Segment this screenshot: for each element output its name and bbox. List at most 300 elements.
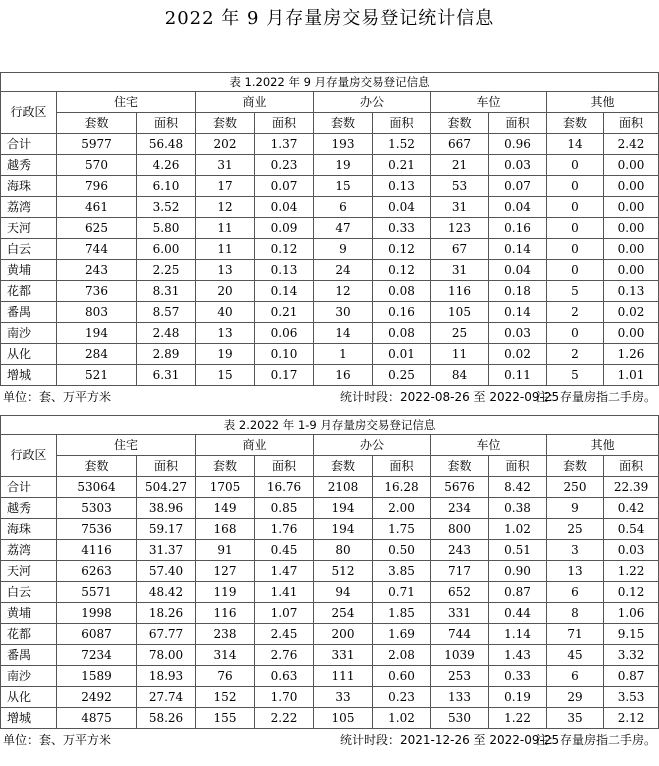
area-cell: 67.77: [137, 624, 196, 645]
table-row: [1, 645, 659, 666]
table1-caption: 表 1.2022 年 9 月存量房交易登记信息: [1, 73, 659, 92]
area-cell: 0.00: [604, 176, 659, 197]
count-cell: 667: [431, 134, 489, 155]
area-cell: 1.85: [373, 603, 431, 624]
district-header: 行政区: [1, 435, 57, 477]
count-cell: 6: [547, 582, 604, 603]
count-cell: 7536: [57, 519, 137, 540]
period-note: 统计时段：2022-08-26 至 2022-09-25: [340, 390, 560, 404]
area-cell: 0.12: [373, 260, 431, 281]
count-cell: 253: [431, 666, 489, 687]
count-cell: 12: [314, 281, 373, 302]
table-row: [1, 708, 659, 729]
area-cell: 0.03: [489, 323, 547, 344]
area-cell: 78.00: [137, 645, 196, 666]
area-cell: 0.63: [255, 666, 314, 687]
count-cell: 35: [547, 708, 604, 729]
area-cell: 48.42: [137, 582, 196, 603]
unit-note: 单位：套、万平方米: [3, 733, 112, 747]
count-cell: 193: [314, 134, 373, 155]
count-cell: 12: [196, 197, 255, 218]
table1: [0, 72, 659, 386]
table-row: [1, 239, 659, 260]
count-cell: 31: [431, 197, 489, 218]
area-cell: 504.27: [137, 477, 196, 498]
count-cell: 53064: [57, 477, 137, 498]
district-name: 从化: [1, 344, 57, 365]
area-cell: 0.90: [489, 561, 547, 582]
count-cell: 8: [547, 603, 604, 624]
area-cell: 0.16: [373, 302, 431, 323]
area-cell: 0.54: [604, 519, 659, 540]
area-cell: 2.12: [604, 708, 659, 729]
area-cell: 38.96: [137, 498, 196, 519]
district-name: 海珠: [1, 519, 57, 540]
district-name: 番禺: [1, 645, 57, 666]
area-cell: 0.33: [489, 666, 547, 687]
count-cell: 254: [314, 603, 373, 624]
area-cell: 0.08: [373, 281, 431, 302]
count-cell: 243: [431, 540, 489, 561]
count-cell: 45: [547, 645, 604, 666]
count-cell: 0: [547, 239, 604, 260]
count-cell: 2: [547, 344, 604, 365]
area-cell: 0.87: [489, 582, 547, 603]
area-cell: 16.28: [373, 477, 431, 498]
area-cell: 0.13: [604, 281, 659, 302]
area-cell: 1.41: [255, 582, 314, 603]
count-cell: 314: [196, 645, 255, 666]
table2: [0, 415, 659, 729]
area-cell: 0.96: [489, 134, 547, 155]
count-cell: 152: [196, 687, 255, 708]
count-cell: 40: [196, 302, 255, 323]
area-cell: 0.42: [604, 498, 659, 519]
count-cell: 0: [547, 260, 604, 281]
count-cell: 284: [57, 344, 137, 365]
area-cell: 1.76: [255, 519, 314, 540]
area-cell: 0.50: [373, 540, 431, 561]
group-header-parking: 车位: [431, 435, 547, 456]
area-cell: 2.08: [373, 645, 431, 666]
count-cell: 736: [57, 281, 137, 302]
count-cell: 530: [431, 708, 489, 729]
district-name: 花都: [1, 281, 57, 302]
count-header: 套数: [314, 456, 373, 477]
count-cell: 2: [547, 302, 604, 323]
area-cell: 0.51: [489, 540, 547, 561]
area-cell: 0.00: [604, 218, 659, 239]
area-cell: 0.33: [373, 218, 431, 239]
definition-note: 注：存量房指二手房。: [535, 390, 656, 404]
table-row: [1, 498, 659, 519]
area-cell: 0.12: [373, 239, 431, 260]
area-cell: 18.93: [137, 666, 196, 687]
count-cell: 6: [314, 197, 373, 218]
area-header: 面积: [137, 456, 196, 477]
area-cell: 8.42: [489, 477, 547, 498]
area-cell: 0.09: [255, 218, 314, 239]
area-cell: 0.44: [489, 603, 547, 624]
count-cell: 6263: [57, 561, 137, 582]
area-cell: 1.52: [373, 134, 431, 155]
table-row: [1, 582, 659, 603]
group-header-parking: 车位: [431, 92, 547, 113]
area-cell: 0.04: [373, 197, 431, 218]
count-cell: 105: [431, 302, 489, 323]
table-row: [1, 134, 659, 155]
area-cell: 0.12: [255, 239, 314, 260]
count-cell: 11: [196, 218, 255, 239]
area-cell: 2.42: [604, 134, 659, 155]
count-cell: 803: [57, 302, 137, 323]
count-cell: 53: [431, 176, 489, 197]
count-cell: 11: [196, 239, 255, 260]
count-cell: 13: [196, 323, 255, 344]
area-cell: 0.00: [604, 155, 659, 176]
count-cell: 30: [314, 302, 373, 323]
page-title: 2022 年 9 月存量房交易登记统计信息: [164, 8, 495, 29]
count-cell: 796: [57, 176, 137, 197]
count-cell: 5676: [431, 477, 489, 498]
count-cell: 0: [547, 197, 604, 218]
area-cell: 0.14: [489, 239, 547, 260]
count-cell: 194: [314, 519, 373, 540]
table-row: [1, 666, 659, 687]
count-cell: 21: [431, 155, 489, 176]
count-cell: 31: [196, 155, 255, 176]
area-cell: 0.85: [255, 498, 314, 519]
area-cell: 6.00: [137, 239, 196, 260]
district-name: 番禺: [1, 302, 57, 323]
area-cell: 59.17: [137, 519, 196, 540]
area-cell: 1.22: [604, 561, 659, 582]
area-header: 面积: [373, 456, 431, 477]
table-row: [1, 155, 659, 176]
area-cell: 0.10: [255, 344, 314, 365]
count-cell: 15: [196, 365, 255, 386]
area-cell: 57.40: [137, 561, 196, 582]
district-name: 黄埔: [1, 260, 57, 281]
area-cell: 0.14: [255, 281, 314, 302]
count-cell: 71: [547, 624, 604, 645]
count-cell: 133: [431, 687, 489, 708]
area-cell: 1.47: [255, 561, 314, 582]
area-header: 面积: [137, 113, 196, 134]
table-row: [1, 176, 659, 197]
count-cell: 521: [57, 365, 137, 386]
area-cell: 0.60: [373, 666, 431, 687]
count-cell: 13: [547, 561, 604, 582]
count-cell: 0: [547, 176, 604, 197]
area-cell: 2.45: [255, 624, 314, 645]
count-cell: 25: [547, 519, 604, 540]
count-cell: 0: [547, 155, 604, 176]
district-name: 南沙: [1, 666, 57, 687]
table-row: [1, 260, 659, 281]
count-header: 套数: [196, 113, 255, 134]
count-cell: 194: [57, 323, 137, 344]
count-cell: 5977: [57, 134, 137, 155]
count-cell: 1705: [196, 477, 255, 498]
count-cell: 17: [196, 176, 255, 197]
area-cell: 2.89: [137, 344, 196, 365]
area-cell: 5.80: [137, 218, 196, 239]
area-cell: 0.04: [489, 260, 547, 281]
count-cell: 331: [431, 603, 489, 624]
area-cell: 1.26: [604, 344, 659, 365]
table-row: [1, 365, 659, 386]
table-row: [1, 281, 659, 302]
area-cell: 0.16: [489, 218, 547, 239]
area-cell: 0.11: [489, 365, 547, 386]
area-cell: 0.71: [373, 582, 431, 603]
table-row: [1, 197, 659, 218]
group-header-office: 办公: [314, 92, 431, 113]
group-header-office: 办公: [314, 435, 431, 456]
count-cell: 19: [196, 344, 255, 365]
area-cell: 8.31: [137, 281, 196, 302]
area-header: 面积: [255, 456, 314, 477]
area-cell: 0.13: [373, 176, 431, 197]
count-header: 套数: [196, 456, 255, 477]
count-cell: 33: [314, 687, 373, 708]
area-cell: 1.75: [373, 519, 431, 540]
area-cell: 3.85: [373, 561, 431, 582]
area-cell: 6.31: [137, 365, 196, 386]
area-cell: 27.74: [137, 687, 196, 708]
count-header: 套数: [57, 113, 137, 134]
count-cell: 0: [547, 218, 604, 239]
area-cell: 0.12: [604, 582, 659, 603]
district-header: 行政区: [1, 92, 57, 134]
count-cell: 2492: [57, 687, 137, 708]
count-cell: 105: [314, 708, 373, 729]
area-cell: 0.01: [373, 344, 431, 365]
count-cell: 94: [314, 582, 373, 603]
count-cell: 111: [314, 666, 373, 687]
area-cell: 0.14: [489, 302, 547, 323]
group-header-other: 其他: [547, 435, 659, 456]
count-cell: 744: [431, 624, 489, 645]
count-cell: 512: [314, 561, 373, 582]
area-cell: 0.00: [604, 197, 659, 218]
count-cell: 16: [314, 365, 373, 386]
count-cell: 7234: [57, 645, 137, 666]
area-cell: 56.48: [137, 134, 196, 155]
area-cell: 2.76: [255, 645, 314, 666]
table-row: [1, 624, 659, 645]
count-cell: 200: [314, 624, 373, 645]
area-header: 面积: [489, 113, 547, 134]
area-header: 面积: [255, 113, 314, 134]
area-cell: 0.13: [255, 260, 314, 281]
count-cell: 1998: [57, 603, 137, 624]
group-header-residential: 住宅: [57, 435, 196, 456]
count-cell: 155: [196, 708, 255, 729]
area-cell: 1.14: [489, 624, 547, 645]
group-header-commercial: 商业: [196, 92, 314, 113]
area-header: 面积: [604, 456, 659, 477]
table1-footer: [0, 386, 659, 406]
area-cell: 18.26: [137, 603, 196, 624]
district-name: 增城: [1, 365, 57, 386]
area-header: 面积: [489, 456, 547, 477]
count-cell: 6: [547, 666, 604, 687]
area-cell: 0.19: [489, 687, 547, 708]
count-cell: 5303: [57, 498, 137, 519]
district-name: 黄埔: [1, 603, 57, 624]
district-name: 增城: [1, 708, 57, 729]
table1-block: [0, 72, 659, 406]
count-cell: 570: [57, 155, 137, 176]
count-cell: 15: [314, 176, 373, 197]
area-cell: 0.08: [373, 323, 431, 344]
count-cell: 47: [314, 218, 373, 239]
count-cell: 14: [547, 134, 604, 155]
district-name: 天河: [1, 218, 57, 239]
area-cell: 0.03: [604, 540, 659, 561]
count-cell: 234: [431, 498, 489, 519]
area-header: 面积: [373, 113, 431, 134]
count-cell: 13: [196, 260, 255, 281]
area-cell: 8.57: [137, 302, 196, 323]
count-cell: 9: [547, 498, 604, 519]
district-name: 越秀: [1, 155, 57, 176]
unit-note: 单位：套、万平方米: [3, 390, 112, 404]
district-name: 荔湾: [1, 540, 57, 561]
table-row: [1, 603, 659, 624]
count-cell: 91: [196, 540, 255, 561]
count-cell: 6087: [57, 624, 137, 645]
area-cell: 0.23: [255, 155, 314, 176]
count-cell: 4116: [57, 540, 137, 561]
count-cell: 250: [547, 477, 604, 498]
count-cell: 652: [431, 582, 489, 603]
count-cell: 20: [196, 281, 255, 302]
area-cell: 1.06: [604, 603, 659, 624]
count-cell: 116: [431, 281, 489, 302]
count-cell: 800: [431, 519, 489, 540]
area-cell: 0.38: [489, 498, 547, 519]
area-cell: 0.07: [489, 176, 547, 197]
count-cell: 194: [314, 498, 373, 519]
table-row: [1, 561, 659, 582]
count-cell: 3: [547, 540, 604, 561]
period-note: 统计时段：2021-12-26 至 2022-09-25: [340, 733, 560, 747]
area-cell: 22.39: [604, 477, 659, 498]
count-cell: 149: [196, 498, 255, 519]
table-row: [1, 687, 659, 708]
district-name: 南沙: [1, 323, 57, 344]
count-header: 套数: [314, 113, 373, 134]
area-cell: 58.26: [137, 708, 196, 729]
area-cell: 1.07: [255, 603, 314, 624]
table-row: [1, 302, 659, 323]
area-cell: 0.02: [489, 344, 547, 365]
district-name: 越秀: [1, 498, 57, 519]
area-cell: 0.23: [373, 687, 431, 708]
area-cell: 1.69: [373, 624, 431, 645]
count-cell: 67: [431, 239, 489, 260]
count-cell: 31: [431, 260, 489, 281]
area-cell: 9.15: [604, 624, 659, 645]
area-cell: 0.06: [255, 323, 314, 344]
district-name: 花都: [1, 624, 57, 645]
area-cell: 0.17: [255, 365, 314, 386]
count-cell: 202: [196, 134, 255, 155]
area-cell: 1.70: [255, 687, 314, 708]
count-cell: 168: [196, 519, 255, 540]
count-cell: 461: [57, 197, 137, 218]
area-cell: 0.21: [255, 302, 314, 323]
area-cell: 1.22: [489, 708, 547, 729]
count-cell: 0: [547, 323, 604, 344]
group-header-other: 其他: [547, 92, 659, 113]
table2-caption: 表 2.2022 年 1-9 月存量房交易登记信息: [1, 416, 659, 435]
count-cell: 76: [196, 666, 255, 687]
district-name: 白云: [1, 239, 57, 260]
count-cell: 5: [547, 365, 604, 386]
definition-note: 注：存量房指二手房。: [535, 733, 656, 747]
area-header: 面积: [604, 113, 659, 134]
count-header: 套数: [547, 113, 604, 134]
area-cell: 1.37: [255, 134, 314, 155]
area-cell: 1.01: [604, 365, 659, 386]
group-header-commercial: 商业: [196, 435, 314, 456]
area-cell: 4.26: [137, 155, 196, 176]
count-header: 套数: [57, 456, 137, 477]
area-cell: 0.21: [373, 155, 431, 176]
count-cell: 331: [314, 645, 373, 666]
district-name: 海珠: [1, 176, 57, 197]
count-cell: 1039: [431, 645, 489, 666]
count-cell: 1589: [57, 666, 137, 687]
count-cell: 5: [547, 281, 604, 302]
area-cell: 3.32: [604, 645, 659, 666]
count-header: 套数: [431, 113, 489, 134]
area-cell: 31.37: [137, 540, 196, 561]
area-cell: 0.18: [489, 281, 547, 302]
area-cell: 16.76: [255, 477, 314, 498]
count-cell: 744: [57, 239, 137, 260]
area-cell: 1.02: [489, 519, 547, 540]
count-cell: 127: [196, 561, 255, 582]
count-cell: 243: [57, 260, 137, 281]
table-row: [1, 323, 659, 344]
area-cell: 0.04: [489, 197, 547, 218]
count-cell: 80: [314, 540, 373, 561]
count-cell: 5571: [57, 582, 137, 603]
table-row: [1, 218, 659, 239]
count-cell: 24: [314, 260, 373, 281]
count-header: 套数: [547, 456, 604, 477]
count-cell: 1: [314, 344, 373, 365]
area-cell: 6.10: [137, 176, 196, 197]
area-cell: 2.00: [373, 498, 431, 519]
table2-block: [0, 415, 659, 749]
district-name: 荔湾: [1, 197, 57, 218]
count-cell: 2108: [314, 477, 373, 498]
area-cell: 2.25: [137, 260, 196, 281]
count-cell: 19: [314, 155, 373, 176]
area-cell: 0.04: [255, 197, 314, 218]
count-cell: 14: [314, 323, 373, 344]
count-cell: 11: [431, 344, 489, 365]
district-name: 合计: [1, 477, 57, 498]
table-row: [1, 344, 659, 365]
area-cell: 1.02: [373, 708, 431, 729]
